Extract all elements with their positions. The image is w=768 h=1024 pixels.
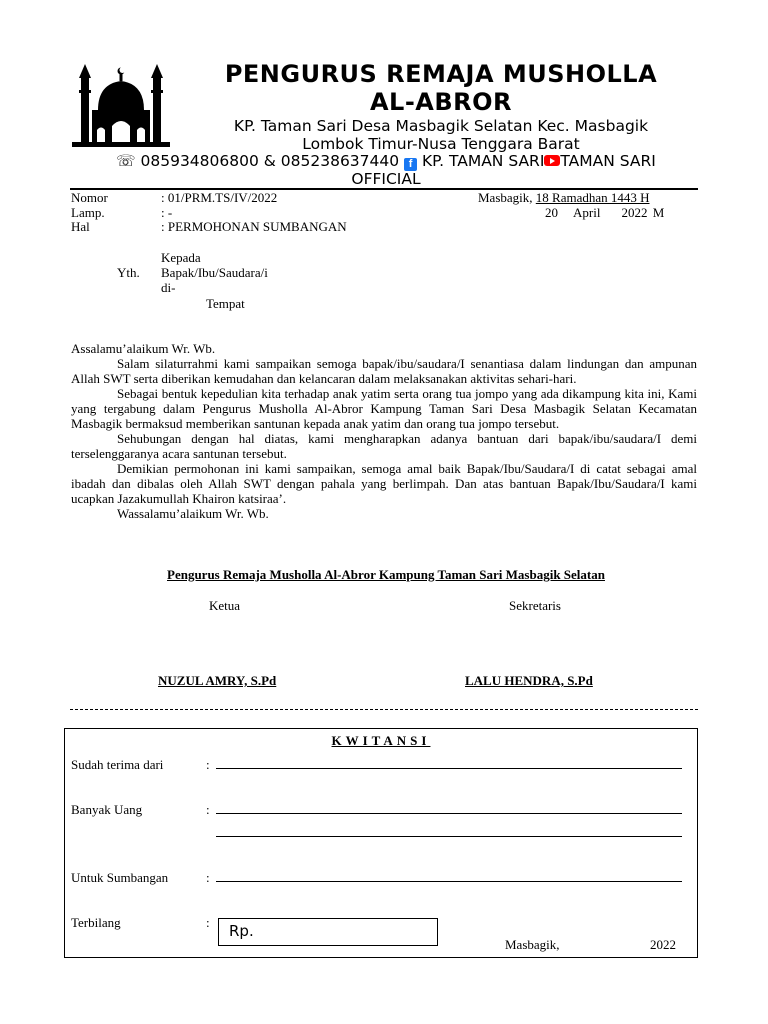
paragraph-1: Salam silaturrahmi kami sampaikan semoga bapak/ibu/saudara/I senantiasa dalam lindungan dan ampunan Allah SWT serta diberikan kemudahan dan kelancaran dalam melaksanakan aktivitas sehari-hari. (71, 356, 697, 386)
letter-date-hijri (478, 190, 650, 206)
recipient-yth: Yth. (117, 265, 140, 280)
lamp-value: : - (161, 205, 173, 220)
spelled-colon: : (206, 915, 210, 930)
address-line2: Lombok Timur-Nusa Tenggara Barat (302, 135, 580, 153)
amount-field-line2[interactable] (216, 836, 682, 837)
mosque-logo (70, 60, 172, 148)
paragraph-3: Sehubungan dengan hal diatas, kami mengharapkan adanya bantuan dari bapak/ibu/saudara/I demi terselenggaranya acara santunan tersebut. (71, 431, 697, 461)
opening-greeting: Assalamu’alaikum Wr. Wb. (71, 341, 216, 356)
youtube-name-line2: OFFICIAL (351, 170, 421, 188)
signature-org: Pengurus Remaja Musholla Al-Abror Kampung Taman Sari Masbagik Selatan (167, 567, 605, 582)
contact-line (70, 152, 702, 171)
paragraph-4: Demikian permohonan ini kami sampaikan, semoga amal baik Bapak/Ibu/Saudara/I di catat sebagai amal ibadah dan dibalas oleh Allah SWT dengan pahala yang berlimpah. Dan atas bantuan Bapak/Ibu/Saudara/I kami ucapkan Jazakumullah Khairon katsiraa’. (71, 461, 697, 506)
address-line1: KP. Taman Sari Desa Masbagik Selatan Kec. Masbagik (233, 117, 649, 135)
youtube-name: TAMAN SARI (560, 152, 656, 170)
letter-body (71, 341, 697, 521)
sekretaris-title: Sekretaris (509, 598, 561, 613)
nomor-label: Nomor (71, 190, 108, 205)
facebook-icon: f (404, 158, 417, 171)
org-name-line2: AL-ABROR (369, 88, 513, 116)
recipient-tempat: Tempat (206, 296, 245, 311)
cut-line (70, 709, 698, 710)
org-name (180, 60, 702, 116)
phone-icon: ☏ (116, 152, 136, 170)
recipient-di: di- (161, 280, 176, 295)
youtube-icon (544, 155, 560, 166)
rp-label: Rp. (229, 922, 254, 940)
recipient-name: Bapak/Ibu/Saudara/i (161, 265, 268, 280)
ketua-name: NUZUL AMRY, S.Pd (158, 673, 277, 688)
purpose-field[interactable] (216, 881, 682, 882)
date-hijri-value: 18 Ramadhan 1443 H (535, 190, 650, 205)
sekretaris-name: LALU HENDRA, S.Pd (465, 673, 593, 688)
received-from-label: Sudah terima dari (71, 757, 164, 772)
amount-colon: : (206, 802, 210, 817)
amount-label: Banyak Uang (71, 802, 143, 817)
closing-greeting: Wassalamu’alaikum Wr. Wb. (117, 506, 269, 521)
nomor-value: : 01/PRM.TS/IV/2022 (161, 190, 278, 205)
spelled-label: Terbilang (71, 915, 121, 930)
purpose-colon: : (206, 870, 210, 885)
hal-label: Hal (71, 219, 90, 234)
kwitansi-title: KWITANSI (331, 733, 431, 748)
org-name-line1: PENGURUS REMAJA MUSHOLLA (224, 60, 658, 88)
lamp-label: Lamp. (71, 205, 105, 220)
paragraph-2: Sebagai bentuk kepedulian kita terhadap anak yatim serta orang tua jompo yang ada dikampung kita ini, Kami yang tergabung dalam Pengurus Musholla Al-Abror Kampung Taman Sari Desa Masbagik Selatan Kecamatan Masbagik bermaksud memberikan santunan kepada anak yatim dan orang tua jompo tersebut. (71, 386, 697, 431)
hal-value: : PERMOHONAN SUMBANGAN (161, 219, 347, 234)
purpose-label: Untuk Sumbangan (71, 870, 169, 885)
amount-field[interactable] (216, 813, 682, 814)
kwitansi-year: 2022 (650, 937, 676, 952)
date-place: Masbagik, (478, 190, 533, 205)
kwitansi-place: Masbagik, (505, 937, 560, 952)
facebook-name: KP. TAMAN SARI (422, 152, 545, 170)
phone-numbers: 085934806800 & 085238637440 (140, 152, 400, 170)
ketua-title: Ketua (209, 598, 241, 613)
received-from-field[interactable] (216, 768, 682, 769)
received-from-colon: : (206, 757, 210, 772)
letter-date-masehi: 20 April 2022 M (545, 205, 665, 220)
recipient-kepada: Kepada (161, 250, 201, 265)
